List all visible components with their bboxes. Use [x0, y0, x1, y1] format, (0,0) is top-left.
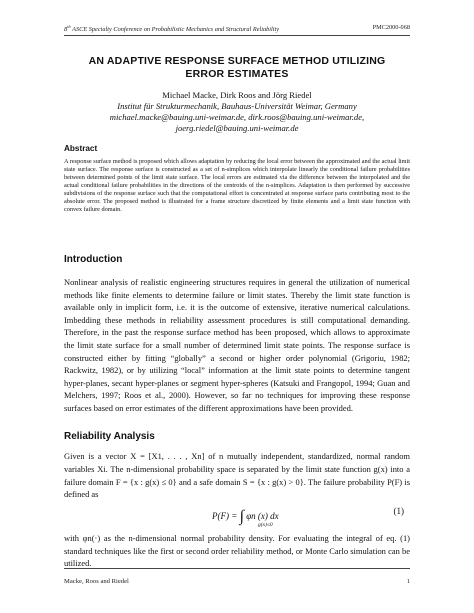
page-number: 1 — [406, 578, 410, 585]
introduction-text: Nonlinear analysis of realistic engineering structures requires in general the utilization of numerical methods like finite elements to determine failure or limit states. Thereby the limit state function is available only in implicit form, i.e. it is the outcome of extensive, iterative numerical calculations. Imbedding these methods in reliability assessment procedures is still computational demanding. Therefore, in the past the response surface method has been proposed, which allows to approximate the limit state surface for a small number of determined limit state points. The response surface is constructed either by fitting “globally” a second or higher order polynomial (Grigoriu, 1982; Rackwitz, 1982), or by utilizing “local” information at the limit state points to determine tangent hyper-planes, secant hyper-planes or segment hyper-spheres (Katsuki and Frangopol, 1994; Guan and Melchers, 1997; Roos et al., 2000). However, so far no techniques for improving these response surfaces based on error estimates of the different approximations have been provided. — [64, 277, 410, 413]
conference-title: ASCE Specialty Conference on Probabilistic Mechanics and Structural Reliability — [70, 26, 280, 34]
reliability-text-continued: with φn(·) as the n-dimensional normal probability density. For evaluating the integral of eq. (1) standard techniques like the first or second order reliability method, or Monte Carlo simulation can be utilized. — [64, 533, 410, 569]
author-emails-line-1: michael.macke@bauing.uni-weimar.de, dirk.roos@bauing.uni-weimar.de, — [109, 112, 365, 122]
equation-lhs: P(F) = — [212, 511, 240, 521]
introduction-heading: Introduction — [64, 254, 123, 265]
conference-ordinal-suffix: th — [67, 24, 71, 29]
conference-name — [64, 24, 279, 33]
author-emails-line-2: joerg.riedel@bauing.uni-weimar.de — [175, 123, 299, 133]
title-line-1: AN ADAPTIVE RESPONSE SURFACE METHOD UTILIZING — [88, 55, 386, 67]
running-header — [64, 24, 410, 33]
conference-ordinal: 8 — [64, 26, 68, 34]
footer-authors: Macke, Roos and Riedel — [64, 578, 129, 585]
equation-number: (1) — [393, 506, 404, 516]
author-affiliation: Institut für Strukturmechanik, Bauhaus-Universität Weimar, Germany — [117, 101, 357, 111]
abstract-heading: Abstract — [64, 144, 98, 153]
running-footer — [64, 578, 410, 585]
equation-1 — [64, 500, 410, 530]
equation-integrand: φn (x) dx — [243, 511, 279, 521]
reliability-text: Given is a vector X = [X1, . . . , Xn] of n mutually independent, standardized, normal random variables Xi. The n-dimensional probability space is separated by the limit state function g(x) into a failure domain F = {x : g(x) ≤ 0} and a safe domain S = {x : g(x) > 0}. The failure probability P(F) is defined as — [64, 451, 410, 500]
footer-rule — [64, 568, 410, 569]
header-rule — [64, 35, 410, 36]
author-names: Michael Macke, Dirk Roos and Jörg Riedel — [162, 90, 312, 100]
paper-title — [0, 55, 474, 80]
paper-code: PMC2000-068 — [372, 24, 410, 31]
title-line-2: ERROR ESTIMATES — [185, 67, 289, 80]
abstract-text: A response surface method is proposed which allows adaptation by reducing the local error between the approximated and the actual limit state surface. The response surface is constructed as a set of n-simplices which interpolate linearly the conditional failure probabilities between determined points of the limit state surface. The local errors are estimated via the difference between the interpolated and the actual conditional failure probabilities in the directions of the centroids of the n-simplices. Adaptation is then performed by successive subdivisions of the response surface such that the computational effort is concentrated at response surface parts contributing most to the absolute error. The proposed method is illustrated for a frame structure discretized by finite elements and a limit state function with convex failure domain. — [64, 158, 410, 214]
integral-sign: ∫ — [239, 508, 244, 525]
author-block — [0, 90, 474, 134]
reliability-heading: Reliability Analysis — [64, 431, 155, 442]
integration-domain: g(x)≤0 — [258, 522, 273, 528]
